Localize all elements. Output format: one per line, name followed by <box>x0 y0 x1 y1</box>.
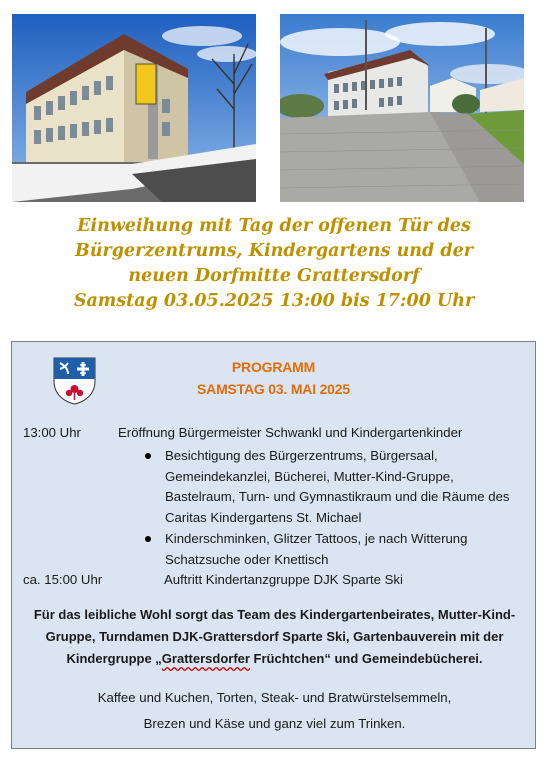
food-paragraph <box>20 685 529 737</box>
catering-paragraph <box>20 604 529 670</box>
program-box <box>11 341 536 749</box>
schedule-time-1: 13:00 Uhr <box>23 425 81 440</box>
bullet-text: Besichtigung des Bürgerzentrums, Bürgersaal, Gemeindekanzlei, Bücherei, Mutter-Kind-Gruppe, Bastelraum, Turn- und Gymnastikraum und die Räume des Caritas Kindergartens St. Michael <box>165 448 510 525</box>
event-headline <box>0 214 548 314</box>
photo-town-center-right <box>280 14 524 202</box>
program-date: SAMSTAG 03. MAI 2025 <box>197 381 350 397</box>
food-line-1: Kaffee und Kuchen, Torten, Steak- und Bratwürstelsemmeln, <box>97 690 452 705</box>
headline-date-line: Samstag 03.05.2025 13:00 bis 17:00 Uhr <box>73 291 475 311</box>
bullet-icon <box>145 536 151 542</box>
bullet-text: Kinderschminken, Glitzer Tattoos, je nach Witterung Schatzsuche oder Knettisch <box>165 531 468 567</box>
headline-line-2: Bürgerzentrums, Kindergartens und der <box>75 241 473 261</box>
schedule-text-1: Eröffnung Bürgermeister Schwankl und Kindergartenkinder <box>118 425 463 440</box>
catering-highlight: Grattersdorfer <box>161 651 250 666</box>
list-item <box>143 529 518 570</box>
photo-building-left <box>12 14 256 202</box>
bullet-icon <box>145 453 151 459</box>
headline-line-1: Einweihung mit Tag der offenen Tür des <box>77 216 471 236</box>
schedule-text-2: Auftritt Kindertanzgruppe DJK Sparte Ski <box>164 572 403 587</box>
schedule-bullet-list <box>143 446 518 570</box>
catering-text-end: Früchtchen“ und Gemeindebücherei. <box>249 651 483 666</box>
headline-line-3: neuen Dorfmitte Grattersdorf <box>128 266 420 286</box>
program-title: PROGRAMM <box>231 359 316 375</box>
catering-text-start: Für das leibliche Wohl sorgt das Team des Kindergartenbeirates, Mutter-Kind-Gruppe, Turndamen DJK-Grattersdorf Sparte Ski, Gartenbauverein mit der Kindergruppe „ <box>33 607 516 666</box>
list-item <box>143 446 518 528</box>
schedule-time-2: ca. 15:00 Uhr <box>23 572 103 587</box>
food-line-2: Brezen und Käse und ganz viel zum Trinken. <box>143 716 406 731</box>
